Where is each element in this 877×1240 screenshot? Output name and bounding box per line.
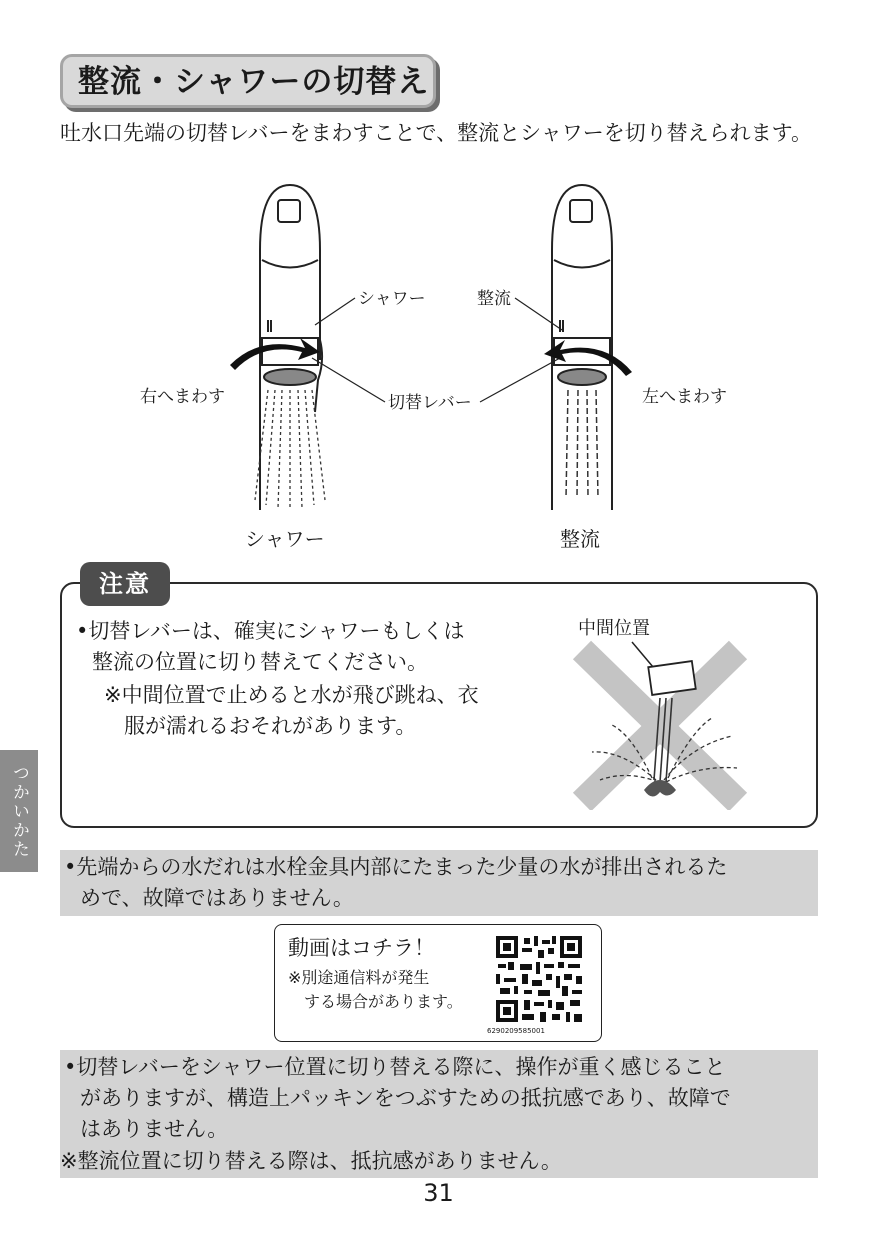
note-drip-line1: •先端からの水だれは水栓金具内部にたまった少量の水が排出されるた [64,855,728,879]
section-title: 整流・シャワーの切替え [78,64,430,100]
faucet-tip-icon [648,661,695,695]
caution-note-line2: 服が濡れるおそれがあります。 [124,714,417,738]
turn-right-label: 右へまわす [140,387,225,407]
note-drip-line2: めで、故障ではありません。 [80,886,354,910]
note-resistance-line2: がありますが、構造上パッキンをつぶすための抵抗感であり、故障で [80,1086,731,1110]
middle-position-figure [572,640,748,810]
note-resistance-line3: はありません。 [80,1117,229,1141]
caption-shower: シャワー [245,527,325,551]
note-resistance-line4: ※整流位置に切り替える際は、抵抗感がありません。 [60,1149,562,1173]
intro-paragraph: 吐水口先端の切替レバーをまわすことで、整流とシャワーを切り替えられます。 [60,121,813,145]
shower-spray-icon [255,390,325,510]
video-link-label: 動画はコチラ！ [288,936,435,960]
qr-code-icon[interactable] [494,934,584,1024]
page-number: 31 [423,1179,454,1207]
caution-bullet-line2: 整流の位置に切り替えてください。 [92,650,428,674]
caution-tab: 注意 [80,562,170,606]
qr-code-number: 6290209585001 [487,1027,545,1035]
faucet-diagram [140,180,760,520]
side-index-tab: つかいかた [0,750,38,872]
straight-stream-icon [566,390,598,498]
caution-bullet-line1: •切替レバーは、確実にシャワーもしくは [76,619,465,643]
lever-label: 切替レバー [388,393,472,413]
caution-note-line1: ※中間位置で止めると水が飛び跳ね、衣 [104,683,479,707]
straight-part-label: 整流 [477,289,511,309]
note-resistance-line1: •切替レバーをシャワー位置に切り替える際に、操作が重く感じること [64,1055,726,1079]
turn-left-label: 左へまわす [642,387,727,407]
video-fee-note: ※別途通信料が発生 する場合があります。 [288,968,463,1011]
middle-position-label: 中間位置 [578,618,650,639]
shower-part-label: シャワー [358,289,426,309]
caption-straight: 整流 [560,527,600,551]
